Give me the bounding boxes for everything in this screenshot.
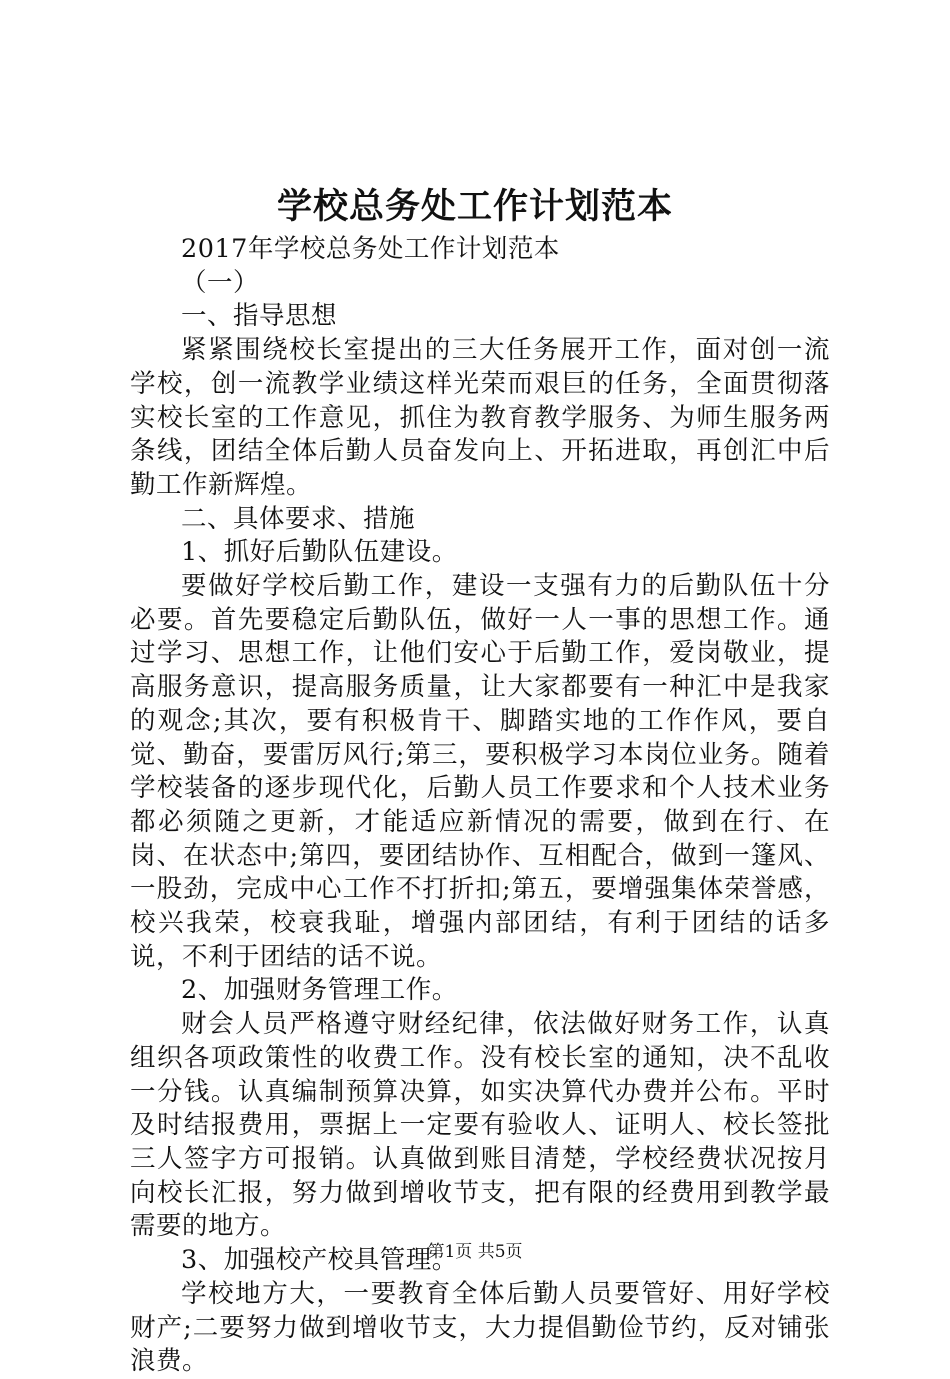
heading-team-building: 1、抓好后勤队伍建设。 xyxy=(181,537,458,568)
heading-guiding-ideology: 一、指导思想 xyxy=(181,301,338,332)
paragraph-guiding-ideology: 紧紧围绕校长室提出的三大任务展开工作，面对创一流学校，创一流教学业绩这样光荣而艰巨的任务，全面贯彻落实校长室的工作意见，抓住为教育教学服务、为师生服务两条线，团结全体后勤人员奋发向上、开拓进取，再创汇中后勤工作新辉煌。 xyxy=(130,335,830,500)
paragraph-finance-management: 财会人员严格遵守财经纪律，依法做好财务工作，认真组织各项政策性的收费工作。没有校长室的通知，决不乱收一分钱。认真编制预算决算，如实决算代办费并公布。平时及时结报费用，票据上一定要有验收人、证明人、校长签批三人签字方可报销。认真做到账目清楚，学校经费状况按月向校长汇报，努力做到增收节支，把有限的经费用到教学最需要的地方。 xyxy=(130,1009,830,1242)
heading-property-management: 3、加强校产校具管理。 xyxy=(181,1245,458,1276)
paragraph-section-number: （一） xyxy=(181,267,260,298)
paragraph-team-building: 要做好学校后勤工作，建设一支强有力的后勤队伍十分必要。首先要稳定后勤队伍，做好一人一事的思想工作。通过学习、思想工作，让他们安心于后勤工作，爱岗敬业，提高服务意识，提高服务质量，让大家都要有一种汇中是我家的观念;其次，要有积极肯干、脚踏实地的工作作风，要自觉、勤奋，要雷厉风行;第三，要积极学习本岗位业务。随着学校装备的逐步现代化，后勤人员工作要求和个人技术业务都必须随之更新，才能适应新情况的需要，做到在行、在岗、在状态中;第四，要团结协作、互相配合，做到一篷风、一股劲，完成中心工作不打折扣;第五，要增强集体荣誉感，校兴我荣，校衰我耻，增强内部团结，有利于团结的话多说，不利于团结的话不说。 xyxy=(130,571,830,972)
document-title: 学校总务处工作计划范本 xyxy=(276,186,673,227)
document-body xyxy=(130,233,830,1379)
heading-finance-management: 2、加强财务管理工作。 xyxy=(181,975,458,1006)
page-footer: 第1页 共5页 xyxy=(427,1242,523,1262)
paragraph-subtitle: 2017年学校总务处工作计划范本 xyxy=(181,234,560,264)
paragraph-property-management: 学校地方大，一要教育全体后勤人员要管好、用好学校财产;二要努力做到增收节支，大力提倡勤俭节约，反对铺张浪费。 xyxy=(130,1278,830,1377)
heading-requirements-measures: 二、具体要求、措施 xyxy=(181,503,416,534)
